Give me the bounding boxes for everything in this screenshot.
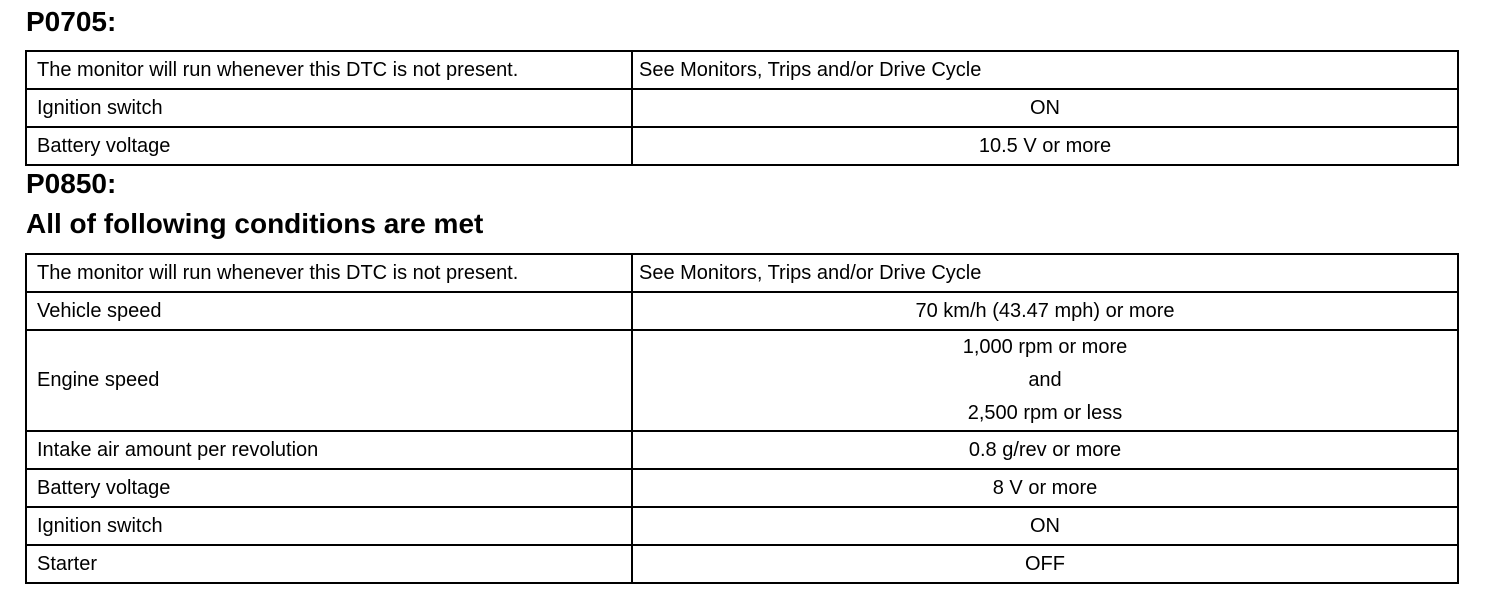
table-row (26, 89, 1458, 127)
condition-value: 8 V or more (632, 469, 1458, 507)
table-row (26, 469, 1458, 507)
table-row (26, 545, 1458, 583)
condition-value: ON (632, 507, 1458, 545)
condition-label: Battery voltage (26, 469, 632, 507)
condition-label: The monitor will run whenever this DTC is not present. (26, 254, 632, 292)
condition-value-line: 2,500 rpm or less (967, 402, 1123, 424)
condition-value: ON (632, 89, 1458, 127)
condition-label: The monitor will run whenever this DTC is not present. (26, 51, 632, 89)
condition-value: 70 km/h (43.47 mph) or more (632, 292, 1458, 330)
table-row (26, 330, 1458, 431)
table-row (26, 292, 1458, 330)
section-heading-p0705: P0705: (26, 6, 117, 37)
condition-label: Engine speed (26, 330, 632, 431)
table-row (26, 127, 1458, 165)
conditions-table-p0850 (25, 253, 1459, 584)
condition-label: Starter (26, 545, 632, 583)
table-row (26, 254, 1458, 292)
table-row (26, 431, 1458, 469)
table-row (26, 507, 1458, 545)
condition-value-line: and (1028, 369, 1062, 391)
condition-value-line: 1,000 rpm or more (962, 336, 1128, 358)
condition-value: 10.5 V or more (632, 127, 1458, 165)
condition-label: Battery voltage (26, 127, 632, 165)
condition-value: See Monitors, Trips and/or Drive Cycle (632, 254, 1458, 292)
section-subheading: All of following conditions are met (26, 208, 484, 239)
condition-value: OFF (632, 545, 1458, 583)
condition-label: Ignition switch (26, 507, 632, 545)
section-heading-p0850: P0850: (26, 168, 117, 199)
condition-label: Intake air amount per revolution (26, 431, 632, 469)
table-row (26, 51, 1458, 89)
condition-label: Vehicle speed (26, 292, 632, 330)
condition-value (632, 330, 1458, 431)
conditions-table-p0705 (25, 50, 1459, 166)
condition-value: See Monitors, Trips and/or Drive Cycle (632, 51, 1458, 89)
condition-value: 0.8 g/rev or more (632, 431, 1458, 469)
condition-label: Ignition switch (26, 89, 632, 127)
